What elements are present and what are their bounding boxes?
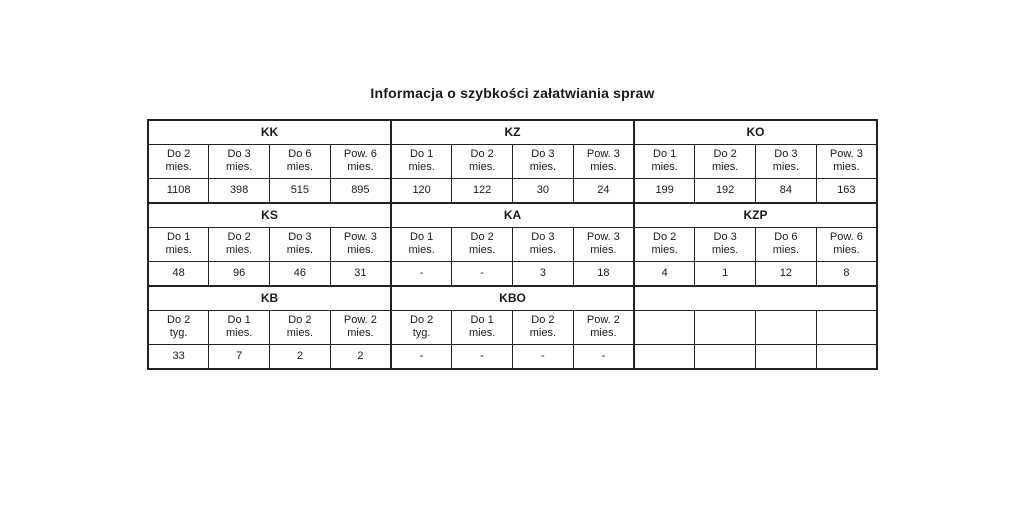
subheader-cell: Do 1 mies. — [452, 310, 513, 344]
subheader-cell: Do 3 mies. — [513, 227, 574, 261]
value-cell: 515 — [270, 178, 331, 203]
subheader-cell: Pow. 6 mies. — [816, 227, 877, 261]
subheader-cell-empty — [756, 310, 817, 344]
subheader-cell: Do 3 mies. — [756, 144, 817, 178]
value-cell-empty — [816, 344, 877, 369]
subheader-cell: Pow. 6 mies. — [330, 144, 391, 178]
subheader-cell: Do 2 mies. — [695, 144, 756, 178]
subheader-cell: Do 2 tyg. — [391, 310, 452, 344]
value-cell: 163 — [816, 178, 877, 203]
value-cell: 48 — [148, 261, 209, 286]
section-code: KA — [391, 203, 634, 227]
subheader-cell: Do 2 mies. — [452, 227, 513, 261]
value-cell: 4 — [634, 261, 695, 286]
value-cell: - — [391, 344, 452, 369]
subheader-cell: Do 6 mies. — [270, 144, 331, 178]
subheader-cell: Do 1 mies. — [148, 227, 209, 261]
subheader-cell: Do 2 mies. — [148, 144, 209, 178]
value-cell: - — [452, 261, 513, 286]
section-code-empty — [634, 286, 877, 310]
value-cell: 31 — [330, 261, 391, 286]
subheader-cell: Do 3 mies. — [695, 227, 756, 261]
value-cell: 24 — [573, 178, 634, 203]
value-cell: - — [391, 261, 452, 286]
value-cell: 84 — [756, 178, 817, 203]
value-cell: 18 — [573, 261, 634, 286]
subheader-cell: Do 3 mies. — [513, 144, 574, 178]
value-cell: 96 — [209, 261, 270, 286]
subheader-cell: Do 1 mies. — [209, 310, 270, 344]
subheader-cell-empty — [634, 310, 695, 344]
section-code: KO — [634, 120, 877, 144]
value-cell: 2 — [270, 344, 331, 369]
report-page — [147, 85, 878, 370]
section-code: KS — [148, 203, 391, 227]
subheader-cell: Do 2 tyg. — [148, 310, 209, 344]
value-cell: 120 — [391, 178, 452, 203]
value-cell: 192 — [695, 178, 756, 203]
value-cell: 199 — [634, 178, 695, 203]
value-cell-empty — [695, 344, 756, 369]
subheader-cell: Do 2 mies. — [513, 310, 574, 344]
value-cell: 12 — [756, 261, 817, 286]
value-cell: 33 — [148, 344, 209, 369]
value-cell: 1 — [695, 261, 756, 286]
subheader-cell: Do 1 mies. — [634, 144, 695, 178]
value-cell-empty — [634, 344, 695, 369]
subheader-cell: Do 1 mies. — [391, 227, 452, 261]
subheader-cell: Pow. 3 mies. — [573, 227, 634, 261]
value-cell: 1108 — [148, 178, 209, 203]
section-code: KZP — [634, 203, 877, 227]
subheader-cell: Do 3 mies. — [270, 227, 331, 261]
subheader-cell: Pow. 3 mies. — [573, 144, 634, 178]
subheader-cell: Do 2 mies. — [634, 227, 695, 261]
subheader-cell: Do 2 mies. — [452, 144, 513, 178]
value-cell: 3 — [513, 261, 574, 286]
subheader-cell-empty — [816, 310, 877, 344]
subheader-cell: Do 3 mies. — [209, 144, 270, 178]
value-cell: 122 — [452, 178, 513, 203]
value-cell: 398 — [209, 178, 270, 203]
subheader-cell-empty — [695, 310, 756, 344]
page-title: Informacja o szybkości załatwiania spraw — [370, 85, 655, 101]
value-cell: - — [452, 344, 513, 369]
value-cell: 2 — [330, 344, 391, 369]
subheader-cell: Do 6 mies. — [756, 227, 817, 261]
subheader-cell: Pow. 2 mies. — [573, 310, 634, 344]
subheader-cell: Do 2 mies. — [209, 227, 270, 261]
section-code: KB — [148, 286, 391, 310]
value-cell: 7 — [209, 344, 270, 369]
subheader-cell: Do 1 mies. — [391, 144, 452, 178]
value-cell: 8 — [816, 261, 877, 286]
value-cell: 46 — [270, 261, 331, 286]
subheader-cell: Pow. 3 mies. — [816, 144, 877, 178]
value-cell: - — [573, 344, 634, 369]
value-cell-empty — [756, 344, 817, 369]
section-code: KK — [148, 120, 391, 144]
subheader-cell: Pow. 2 mies. — [330, 310, 391, 344]
value-cell: 895 — [330, 178, 391, 203]
value-cell: 30 — [513, 178, 574, 203]
value-cell: - — [513, 344, 574, 369]
subheader-cell: Do 2 mies. — [270, 310, 331, 344]
section-code: KBO — [391, 286, 634, 310]
case-speed-table — [147, 119, 878, 370]
subheader-cell: Pow. 3 mies. — [330, 227, 391, 261]
section-code: KZ — [391, 120, 634, 144]
